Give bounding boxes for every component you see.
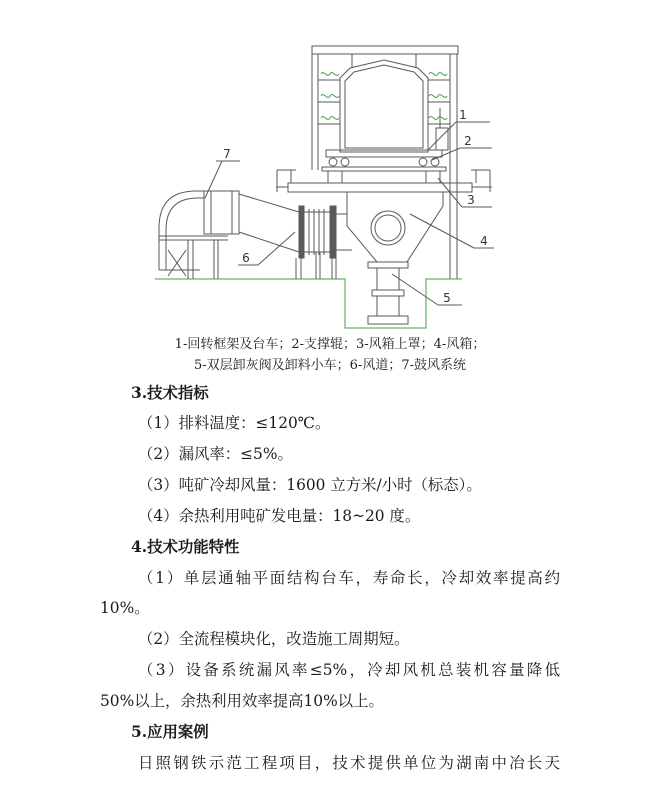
part-label-6: 6: [242, 251, 250, 265]
blower-system: [159, 191, 239, 279]
caption-line: 1-回转框架及台车；2-支撑辊；3-风箱上罩；4-风箱；: [174, 337, 486, 352]
indicator-item: （4）余热利用吨矿发电量：18~20 度。: [138, 506, 421, 525]
part-label-2: 2: [464, 134, 472, 148]
section-heading-technical-indicators: 3.技术指标: [131, 383, 209, 402]
application-case-text: 日照钢铁示范工程项目，技术提供单位为湖南中冶长天: [138, 753, 560, 772]
feature-item-line: （2）全流程模块化，改造施工周期短。: [138, 630, 410, 649]
indicator-item: （2）漏风率：≤5%。: [138, 445, 293, 464]
indicator-item: （1）排料温度：≤120℃。: [138, 414, 331, 433]
feature-item-line: 50%以上，余热利用效率提高10%以上。: [100, 691, 384, 710]
walkway-platform: [276, 170, 492, 192]
air-duct: [239, 194, 352, 258]
section-heading-features: 4.技术功能特性: [131, 537, 240, 556]
feature-item-line: （1）单层通轴平面结构台车，寿命长，冷却效率提高约: [138, 568, 560, 587]
part-label-4: 4: [480, 234, 488, 248]
ground-and-pit: [155, 279, 462, 328]
support-rollers: [322, 150, 446, 183]
section-heading-application-cases: 5.应用案例: [131, 722, 209, 741]
part-label-1: 1: [459, 108, 467, 122]
document-body: [100, 378, 560, 779]
trolley-car: [340, 60, 428, 152]
feature-item-line: （3）设备系统漏风率≤5%，冷却风机总装机容量降低: [138, 661, 560, 680]
part-label-5: 5: [443, 291, 451, 305]
discharge-valve: [368, 262, 408, 324]
caption-line: 5-双层卸灰阀及卸料小车；6-风道；7-鼓风系统: [194, 358, 466, 373]
part-label-3: 3: [467, 193, 475, 207]
feature-item-line: 10%。: [100, 599, 150, 618]
leader-lines: [205, 122, 494, 305]
figure-caption: [0, 334, 660, 376]
part-label-7: 7: [223, 147, 231, 161]
windbox: [347, 192, 443, 262]
cooler-equipment-diagram: [0, 0, 660, 336]
indicator-item: （3）吨矿冷却风量：1600 立方米/小时（标态）。: [138, 476, 482, 495]
